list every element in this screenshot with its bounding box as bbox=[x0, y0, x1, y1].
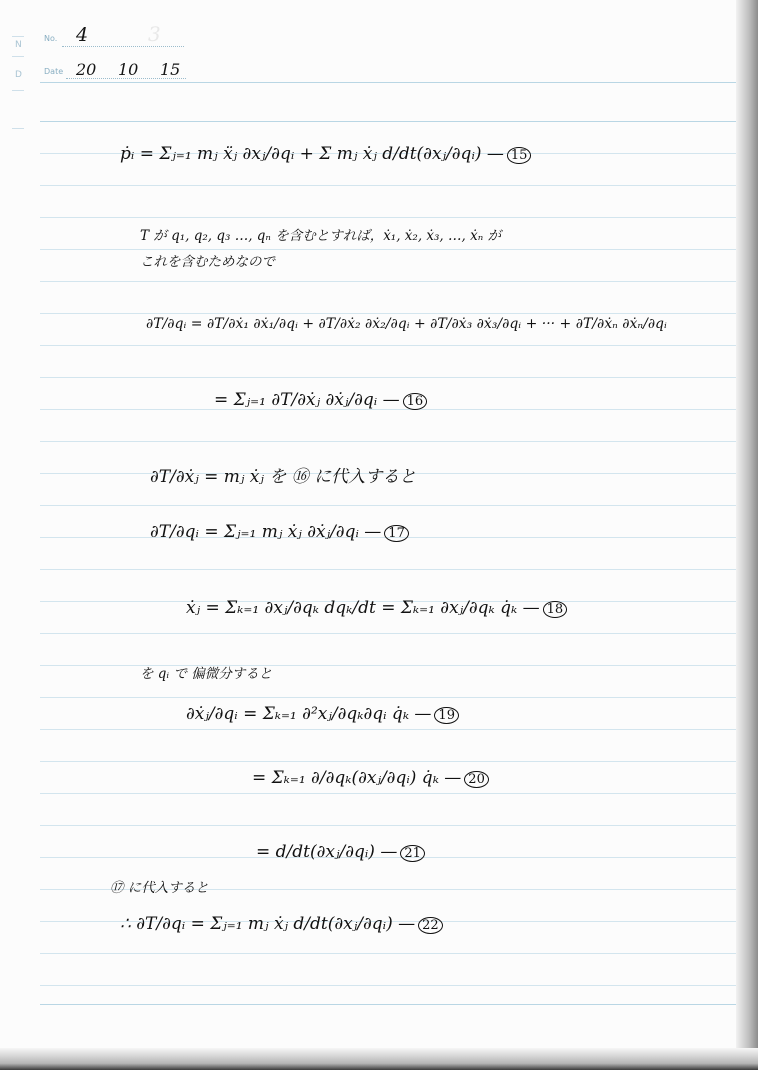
equation-text: ∂T/∂qᵢ = ∂T/∂ẋ₁ ∂ẋ₁/∂qᵢ + ∂T/∂ẋ₂ ∂ẋ₂/∂qᵢ + ∂T/∂ẋ₃ ∂ẋ₃/∂qᵢ + ··· + ∂T/∂ẋₙ ∂ẋₙ/∂qᵢ bbox=[146, 316, 667, 332]
margin-tick bbox=[12, 56, 24, 57]
margin-tick bbox=[12, 128, 24, 129]
note-text: を qᵢ で 偏微分すると bbox=[140, 666, 273, 682]
bleed-through-mark: 3 bbox=[148, 22, 161, 46]
ruled-line bbox=[40, 569, 742, 570]
equation-text: ṗᵢ = Σⱼ₌₁ mⱼ ẍⱼ ∂xⱼ/∂qᵢ + Σ mⱼ ẋⱼ d/dt(∂xⱼ/∂qᵢ) — bbox=[120, 144, 504, 164]
date-label: Date bbox=[44, 67, 64, 76]
equation-number: 16 bbox=[403, 393, 428, 410]
equation-text: ∴ ∂T/∂qᵢ = Σⱼ₌₁ mⱼ ẋⱼ d/dt(∂xⱼ/∂qᵢ) — bbox=[120, 914, 416, 934]
ruled-line bbox=[40, 281, 742, 282]
equation-text: = Σₖ₌₁ ∂/∂qₖ(∂xⱼ/∂qᵢ) q̇ₖ — bbox=[252, 768, 462, 788]
ruled-line bbox=[40, 953, 742, 954]
equation-19 bbox=[186, 704, 706, 724]
date-month: 10 bbox=[118, 60, 139, 79]
equation-21 bbox=[256, 842, 716, 862]
ruled-line bbox=[40, 441, 742, 442]
ruled-line bbox=[40, 825, 742, 826]
equation-22 bbox=[120, 914, 720, 934]
substitution-line bbox=[150, 462, 710, 487]
date-day: 15 bbox=[160, 60, 181, 79]
ruled-line bbox=[40, 793, 742, 794]
margin-letter-n: N bbox=[15, 40, 22, 50]
no-label: No. bbox=[44, 34, 58, 43]
ruled-line bbox=[40, 377, 742, 378]
equation-number: 18 bbox=[543, 601, 568, 618]
equation-17 bbox=[150, 522, 710, 542]
ruled-line bbox=[40, 217, 742, 218]
equation-text: ẋⱼ = Σₖ₌₁ ∂xⱼ/∂qₖ dqₖ/dt = Σₖ₌₁ ∂xⱼ/∂qₖ q̇ₖ — bbox=[186, 598, 540, 618]
ruled-line bbox=[40, 505, 742, 506]
equation-number: 17 bbox=[384, 525, 409, 542]
ruled-line bbox=[40, 985, 742, 986]
equation-text: = Σⱼ₌₁ ∂T/∂ẋⱼ ∂ẋⱼ/∂qᵢ — bbox=[214, 390, 400, 410]
date-year: 20 bbox=[76, 60, 97, 79]
date-underline bbox=[66, 78, 186, 79]
note-line bbox=[140, 250, 740, 270]
ruled-line bbox=[40, 697, 742, 698]
equation-20 bbox=[252, 768, 722, 788]
page-bottom-shadow bbox=[0, 1048, 758, 1070]
equation-text: ∂T/∂ẋⱼ = mⱼ ẋⱼ を ⑯ に代入すると bbox=[150, 467, 417, 487]
ruled-line bbox=[40, 313, 742, 314]
margin-tick bbox=[12, 36, 24, 37]
ruled-line bbox=[40, 185, 742, 186]
note-text: ⑰ に代入すると bbox=[110, 880, 209, 896]
equation-number: 19 bbox=[434, 707, 459, 724]
note-line bbox=[110, 876, 510, 896]
margin-letter-d: D bbox=[15, 70, 22, 80]
equation-16 bbox=[214, 390, 714, 410]
note-line bbox=[140, 662, 640, 682]
number-underline bbox=[62, 46, 184, 47]
equation-number: 20 bbox=[464, 771, 489, 788]
note-text: T が q₁, q₂, q₃ …, qₙ を含むとすれば，ẋ₁, ẋ₂, ẋ₃, …, ẋₙ が bbox=[140, 228, 501, 244]
equation-number: 15 bbox=[507, 147, 532, 164]
equation-15 bbox=[120, 144, 720, 164]
header-rule bbox=[40, 82, 742, 83]
equation-number: 22 bbox=[418, 917, 443, 934]
page-number: 4 bbox=[76, 24, 89, 46]
top-rule bbox=[40, 121, 742, 122]
note-line bbox=[140, 224, 740, 244]
ruled-line bbox=[40, 345, 742, 346]
equation-text: ∂T/∂qᵢ = Σⱼ₌₁ mⱼ ẋⱼ ∂ẋⱼ/∂qᵢ — bbox=[150, 522, 382, 542]
bottom-rule bbox=[40, 1004, 742, 1005]
ruled-line bbox=[40, 761, 742, 762]
ruled-line bbox=[40, 729, 742, 730]
equation-text: = d/dt(∂xⱼ/∂qᵢ) — bbox=[256, 842, 398, 862]
ruled-line bbox=[40, 633, 742, 634]
note-text: これを含むためなので bbox=[140, 254, 275, 270]
equation-expansion bbox=[146, 316, 746, 332]
margin-tick bbox=[12, 90, 24, 91]
equation-number: 21 bbox=[400, 845, 425, 862]
page-edge-shadow bbox=[736, 0, 758, 1070]
equation-18 bbox=[186, 598, 726, 618]
equation-text: ∂ẋⱼ/∂qᵢ = Σₖ₌₁ ∂²xⱼ/∂qₖ∂qᵢ q̇ₖ — bbox=[186, 704, 432, 724]
